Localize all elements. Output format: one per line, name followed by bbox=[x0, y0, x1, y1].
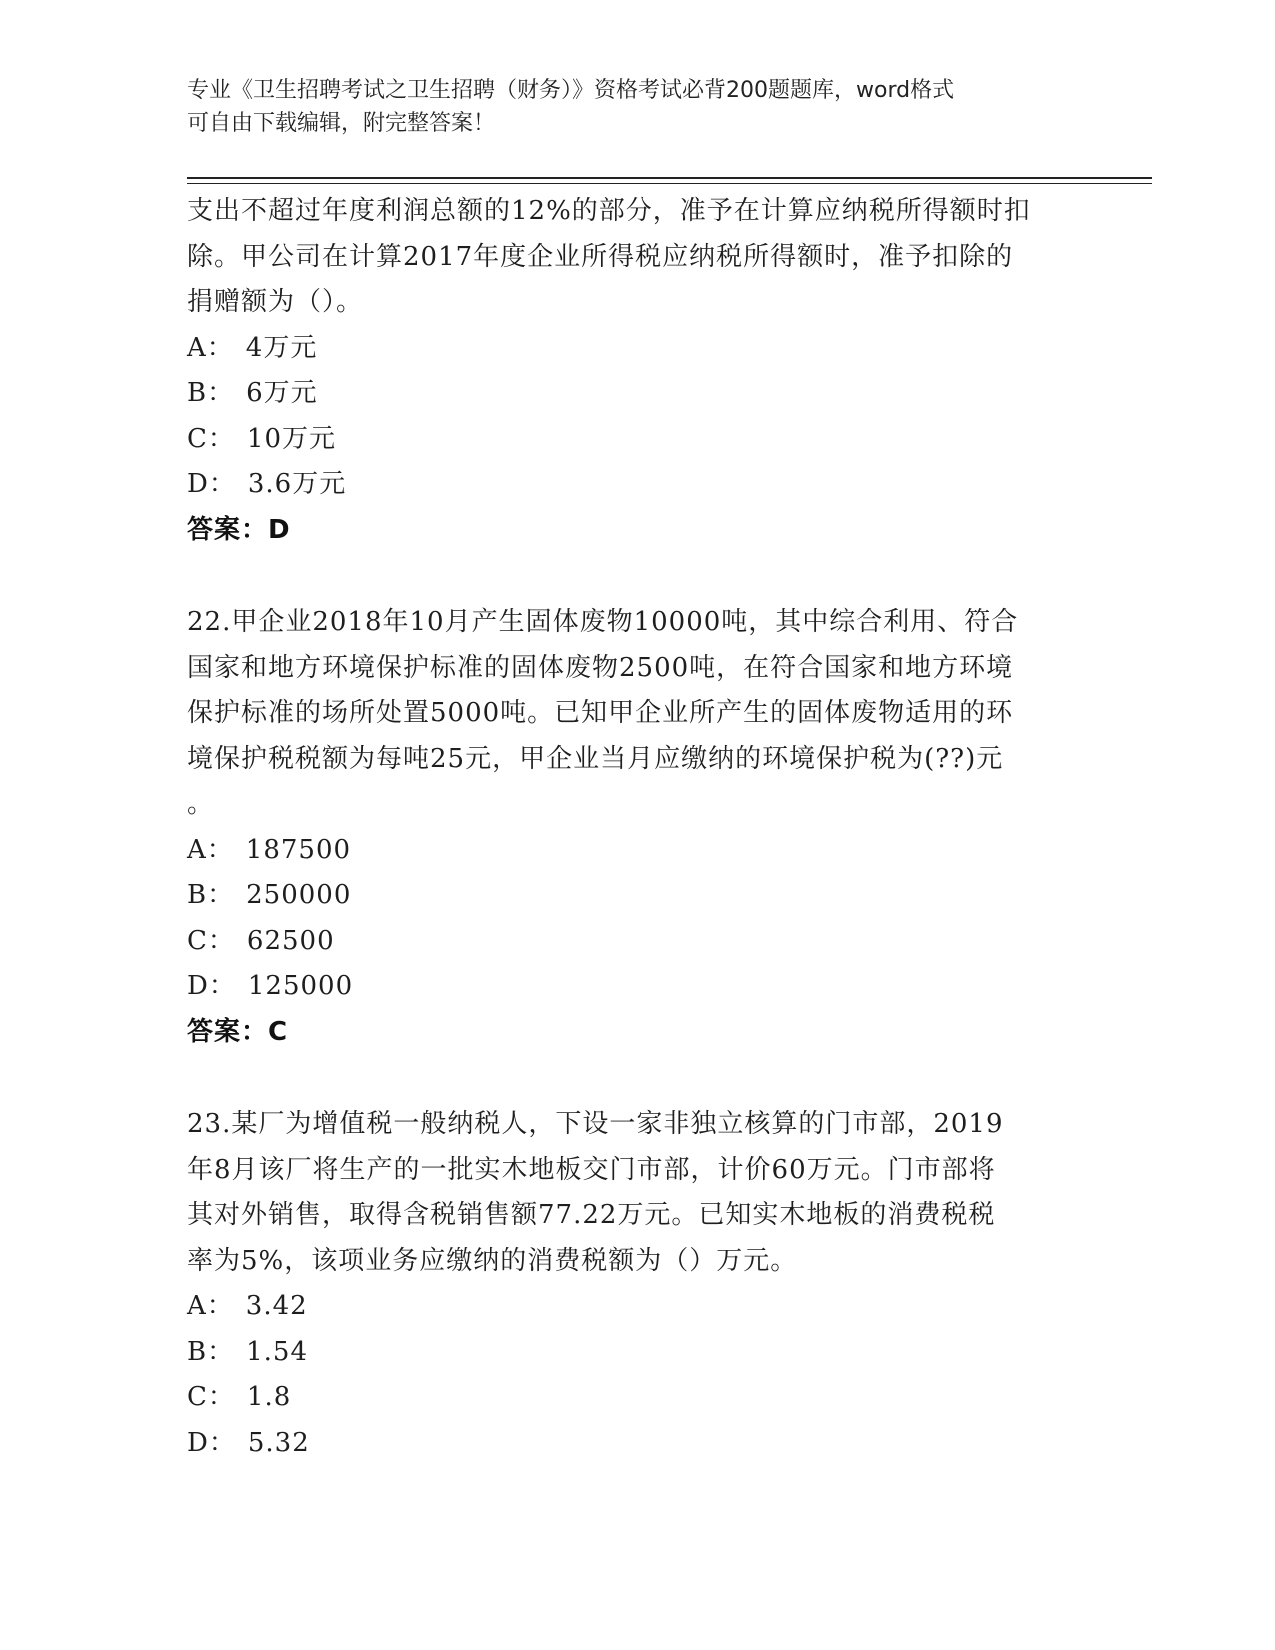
header-divider-thick bbox=[187, 177, 1152, 179]
question-line: 年8月该厂将生产的一批实木地板交门市部，计价60万元。门市部将 bbox=[187, 1154, 996, 1185]
option-text: 1.54 bbox=[246, 1336, 308, 1367]
option-a bbox=[187, 1284, 1087, 1330]
question-line: 除。甲公司在计算2017年度企业所得税应纳税所得额时，准予扣除的 bbox=[187, 241, 1014, 272]
answer-line: 答案：D bbox=[187, 514, 291, 545]
option-c bbox=[187, 919, 1087, 965]
option-text: 10万元 bbox=[246, 423, 336, 454]
question-line: 支出不超过年度利润总额的12%的部分，准予在计算应纳税所得额时扣 bbox=[187, 196, 1031, 226]
header-line-1: 专业《卫生招聘考试之卫生招聘（财务）》资格考试必背200题题库，word格式 bbox=[187, 78, 955, 103]
option-key: C： bbox=[187, 1382, 235, 1412]
option-text: 1.8 bbox=[246, 1382, 292, 1412]
option-a bbox=[187, 828, 1087, 874]
option-d bbox=[187, 964, 1087, 1010]
question-line: 22.甲企业2018年10月产生固体废物10000吨，其中综合利用、符合 bbox=[187, 607, 1019, 637]
document-body bbox=[187, 189, 1087, 1466]
option-key: A： bbox=[187, 1291, 234, 1321]
header-line-2: 可自由下载编辑，附完整答案！ bbox=[187, 111, 496, 136]
question-line: 国家和地方环境保护标准的固体废物2500吨，在符合国家和地方环境 bbox=[187, 652, 1014, 683]
option-text: 62500 bbox=[246, 925, 335, 956]
option-key: D： bbox=[187, 469, 236, 499]
question-line: 境保护税税额为每吨25元，甲企业当月应缴纳的环境保护税为(??)元 bbox=[187, 743, 1004, 774]
option-key: D： bbox=[187, 1427, 236, 1458]
option-key: A： bbox=[187, 332, 234, 363]
question-22 bbox=[187, 600, 1087, 1055]
header-divider-thin bbox=[187, 183, 1152, 184]
option-b bbox=[187, 371, 1087, 417]
spacer bbox=[187, 1055, 1087, 1102]
question-text bbox=[187, 600, 1087, 828]
option-key: D： bbox=[187, 971, 236, 1001]
option-key: B： bbox=[187, 1336, 235, 1367]
question-text bbox=[187, 189, 1087, 326]
question-23 bbox=[187, 1102, 1087, 1466]
option-key: C： bbox=[187, 925, 235, 956]
option-text: 250000 bbox=[246, 880, 352, 910]
spacer bbox=[187, 553, 1087, 600]
option-text: 3.6万元 bbox=[247, 469, 347, 499]
question-line: 。 bbox=[187, 789, 215, 819]
question-line: 23.某厂为增值税一般纳税人，下设一家非独立核算的门市部，2019 bbox=[187, 1109, 1004, 1139]
option-c bbox=[187, 1375, 1087, 1421]
question-line: 率为5%，该项业务应缴纳的消费税额为（）万元。 bbox=[187, 1245, 798, 1276]
answer-line: 答案：C bbox=[187, 1016, 289, 1047]
option-text: 6万元 bbox=[246, 378, 318, 408]
option-c bbox=[187, 417, 1087, 463]
document-header bbox=[187, 74, 1067, 140]
option-key: A： bbox=[187, 834, 234, 865]
option-d bbox=[187, 1421, 1087, 1467]
option-d bbox=[187, 462, 1087, 508]
option-b bbox=[187, 873, 1087, 919]
option-text: 3.42 bbox=[245, 1291, 308, 1321]
option-a bbox=[187, 326, 1087, 372]
option-key: B： bbox=[187, 880, 235, 910]
option-text: 187500 bbox=[245, 834, 352, 865]
option-text: 125000 bbox=[247, 971, 354, 1001]
question-21-tail bbox=[187, 189, 1087, 553]
question-text bbox=[187, 1102, 1087, 1284]
option-text: 4万元 bbox=[245, 332, 318, 363]
question-line: 保护标准的场所处置5000吨。已知甲企业所产生的固体废物适用的环 bbox=[187, 698, 1014, 728]
option-key: B： bbox=[187, 378, 235, 408]
question-line: 捐赠额为（）。 bbox=[187, 287, 364, 317]
question-line: 其对外销售，取得含税销售额77.22万元。已知实木地板的消费税税 bbox=[187, 1200, 996, 1230]
option-text: 5.32 bbox=[247, 1427, 310, 1458]
option-key: C： bbox=[187, 423, 235, 454]
option-b bbox=[187, 1330, 1087, 1376]
